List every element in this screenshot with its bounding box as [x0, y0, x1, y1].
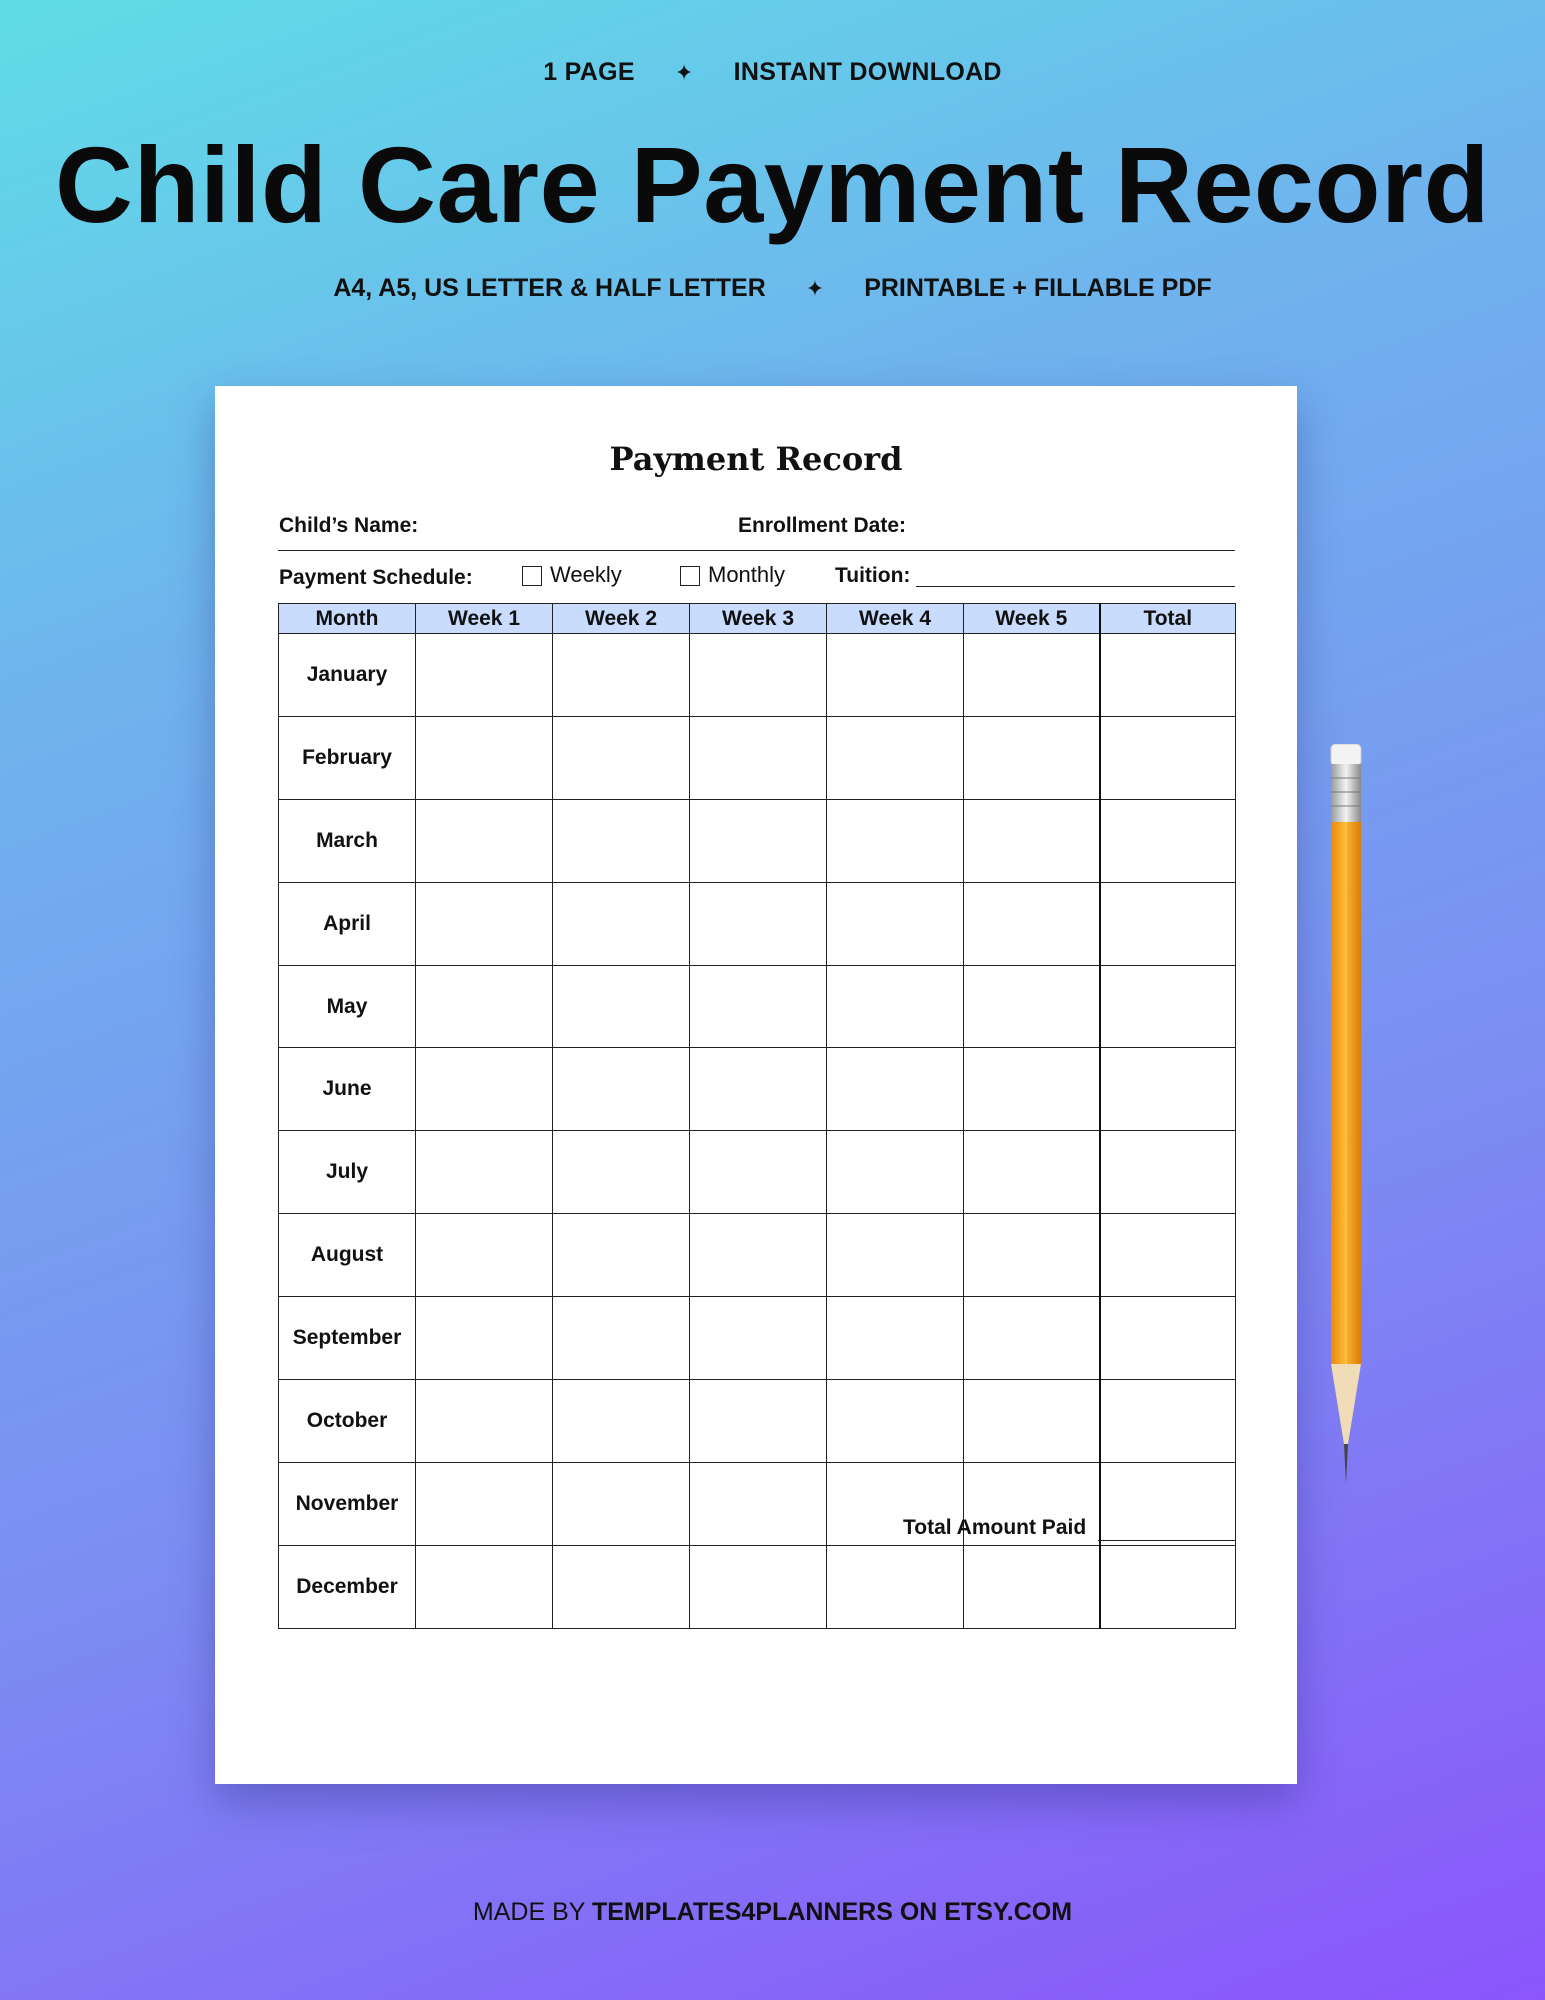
week-3-cell[interactable] [690, 1462, 827, 1545]
week-3-cell[interactable] [690, 882, 827, 965]
month-cell: April [279, 882, 416, 965]
child-name-label: Child’s Name: [279, 514, 419, 537]
enrollment-date-label: Enrollment Date: [738, 514, 907, 537]
footer [0, 1898, 1545, 1927]
column-header: Month [279, 604, 416, 634]
week-3-cell[interactable] [690, 716, 827, 799]
week-5-cell[interactable] [964, 1048, 1100, 1131]
week-2-cell[interactable] [553, 1545, 690, 1628]
week-1-cell[interactable] [416, 1380, 553, 1463]
week-5-cell[interactable] [964, 882, 1100, 965]
week-2-cell[interactable] [553, 634, 690, 717]
sparkle-icon: ✦ [805, 275, 825, 301]
week-5-cell[interactable] [964, 1297, 1100, 1380]
monthly-checkbox[interactable] [680, 566, 700, 586]
table-row [279, 634, 1236, 717]
week-4-cell[interactable] [827, 882, 964, 965]
instant-download-label: INSTANT DOWNLOAD [733, 58, 1002, 86]
week-1-cell[interactable] [416, 1131, 553, 1214]
total-cell[interactable] [1100, 1048, 1236, 1131]
footer-prefix: MADE BY [472, 1898, 592, 1926]
week-5-cell[interactable] [964, 1131, 1100, 1214]
total-cell[interactable] [1100, 882, 1236, 965]
monthly-option-label: Monthly [708, 562, 786, 587]
table-row [279, 1048, 1236, 1131]
top-banner [0, 58, 1545, 87]
table-row [279, 1462, 1236, 1545]
column-header: Week 2 [553, 604, 690, 634]
column-header: Week 4 [827, 604, 964, 634]
week-3-cell[interactable] [690, 1545, 827, 1628]
week-1-cell[interactable] [416, 965, 553, 1048]
payment-schedule-label: Payment Schedule: [279, 566, 473, 589]
week-1-cell[interactable] [416, 1214, 553, 1297]
month-cell: December [279, 1545, 416, 1628]
week-1-cell[interactable] [416, 634, 553, 717]
table-row [279, 1297, 1236, 1380]
week-4-cell[interactable] [827, 1214, 964, 1297]
total-cell[interactable] [1100, 1297, 1236, 1380]
week-5-cell[interactable] [964, 799, 1100, 882]
month-cell: March [279, 799, 416, 882]
week-1-cell[interactable] [416, 882, 553, 965]
table-row [279, 1131, 1236, 1214]
week-2-cell[interactable] [553, 1214, 690, 1297]
week-2-cell[interactable] [553, 1297, 690, 1380]
table-header-row [279, 604, 1236, 634]
week-5-cell[interactable] [964, 1380, 1100, 1463]
week-2-cell[interactable] [553, 1380, 690, 1463]
table-row [279, 1214, 1236, 1297]
month-cell: November [279, 1462, 416, 1545]
payment-record-sheet [215, 386, 1297, 1784]
week-5-cell[interactable] [964, 634, 1100, 717]
week-4-cell[interactable] [827, 799, 964, 882]
month-cell: October [279, 1380, 416, 1463]
total-cell[interactable] [1100, 1462, 1236, 1545]
total-cell[interactable] [1100, 634, 1236, 717]
week-3-cell[interactable] [690, 1048, 827, 1131]
tuition-label: Tuition: [835, 564, 911, 587]
week-3-cell[interactable] [690, 1380, 827, 1463]
page-title: Child Care Payment Record [55, 124, 1490, 245]
week-4-cell[interactable] [827, 1297, 964, 1380]
sheet-title: Payment Record [609, 440, 903, 478]
formats-label: PRINTABLE + FILLABLE PDF [864, 274, 1212, 302]
week-1-cell[interactable] [416, 1462, 553, 1545]
week-1-cell[interactable] [416, 1297, 553, 1380]
table-row [279, 882, 1236, 965]
week-2-cell[interactable] [553, 1462, 690, 1545]
table-row [279, 716, 1236, 799]
table-body [279, 634, 1236, 1629]
month-cell: July [279, 1131, 416, 1214]
total-cell[interactable] [1100, 1214, 1236, 1297]
week-4-cell[interactable] [827, 1380, 964, 1463]
week-3-cell[interactable] [690, 799, 827, 882]
week-5-cell[interactable] [964, 1545, 1100, 1628]
week-4-cell[interactable] [827, 965, 964, 1048]
column-header: Week 3 [690, 604, 827, 634]
week-4-cell[interactable] [827, 634, 964, 717]
month-cell: August [279, 1214, 416, 1297]
total-cell[interactable] [1100, 965, 1236, 1048]
month-cell: June [279, 1048, 416, 1131]
sizes-label: A4, A5, US LETTER & HALF LETTER [333, 274, 766, 302]
week-3-cell[interactable] [690, 1297, 827, 1380]
week-2-cell[interactable] [553, 882, 690, 965]
week-1-cell[interactable] [416, 716, 553, 799]
total-cell[interactable] [1100, 799, 1236, 882]
week-5-cell[interactable] [964, 1214, 1100, 1297]
month-cell: February [279, 716, 416, 799]
week-5-cell[interactable] [964, 965, 1100, 1048]
total-cell[interactable] [1100, 1131, 1236, 1214]
total-cell[interactable] [1100, 716, 1236, 799]
table-row [279, 965, 1236, 1048]
week-2-cell[interactable] [553, 799, 690, 882]
week-3-cell[interactable] [690, 634, 827, 717]
week-1-cell[interactable] [416, 799, 553, 882]
total-amount-paid-line[interactable] [1098, 1540, 1235, 1541]
week-4-cell[interactable] [827, 1545, 964, 1628]
week-3-cell[interactable] [690, 1131, 827, 1214]
week-3-cell[interactable] [690, 965, 827, 1048]
table-row [279, 1545, 1236, 1628]
footer-brand-link[interactable]: TEMPLATES4PLANNERS ON ETSY.COM [591, 1898, 1073, 1926]
week-4-cell[interactable] [827, 1048, 964, 1131]
weekly-checkbox[interactable] [522, 566, 542, 586]
column-header: Total [1100, 604, 1236, 634]
sparkle-icon: ✦ [674, 59, 694, 85]
total-cell[interactable] [1100, 1380, 1236, 1463]
month-cell: May [279, 965, 416, 1048]
column-header: Week 1 [416, 604, 553, 634]
table-row [279, 799, 1236, 882]
week-2-cell[interactable] [553, 1048, 690, 1131]
week-2-cell[interactable] [553, 965, 690, 1048]
weekly-option-label: Weekly [550, 562, 622, 587]
total-amount-paid-label: Total Amount Paid [903, 1516, 1087, 1539]
total-cell[interactable] [1100, 1545, 1236, 1628]
payment-table [278, 603, 1236, 1629]
month-cell: September [279, 1297, 416, 1380]
page-count-label: 1 PAGE [543, 58, 635, 86]
column-header: Week 5 [964, 604, 1100, 634]
table-row [279, 1380, 1236, 1463]
subtitle [0, 274, 1545, 303]
week-4-cell[interactable] [827, 716, 964, 799]
week-1-cell[interactable] [416, 1048, 553, 1131]
week-2-cell[interactable] [553, 1131, 690, 1214]
week-4-cell[interactable] [827, 1131, 964, 1214]
name-enrollment-line[interactable] [278, 550, 1235, 551]
week-1-cell[interactable] [416, 1545, 553, 1628]
month-cell: January [279, 634, 416, 717]
week-5-cell[interactable] [964, 716, 1100, 799]
week-2-cell[interactable] [553, 716, 690, 799]
tuition-field-line[interactable] [916, 586, 1235, 587]
week-3-cell[interactable] [690, 1214, 827, 1297]
pencil-icon [1328, 744, 1364, 1484]
